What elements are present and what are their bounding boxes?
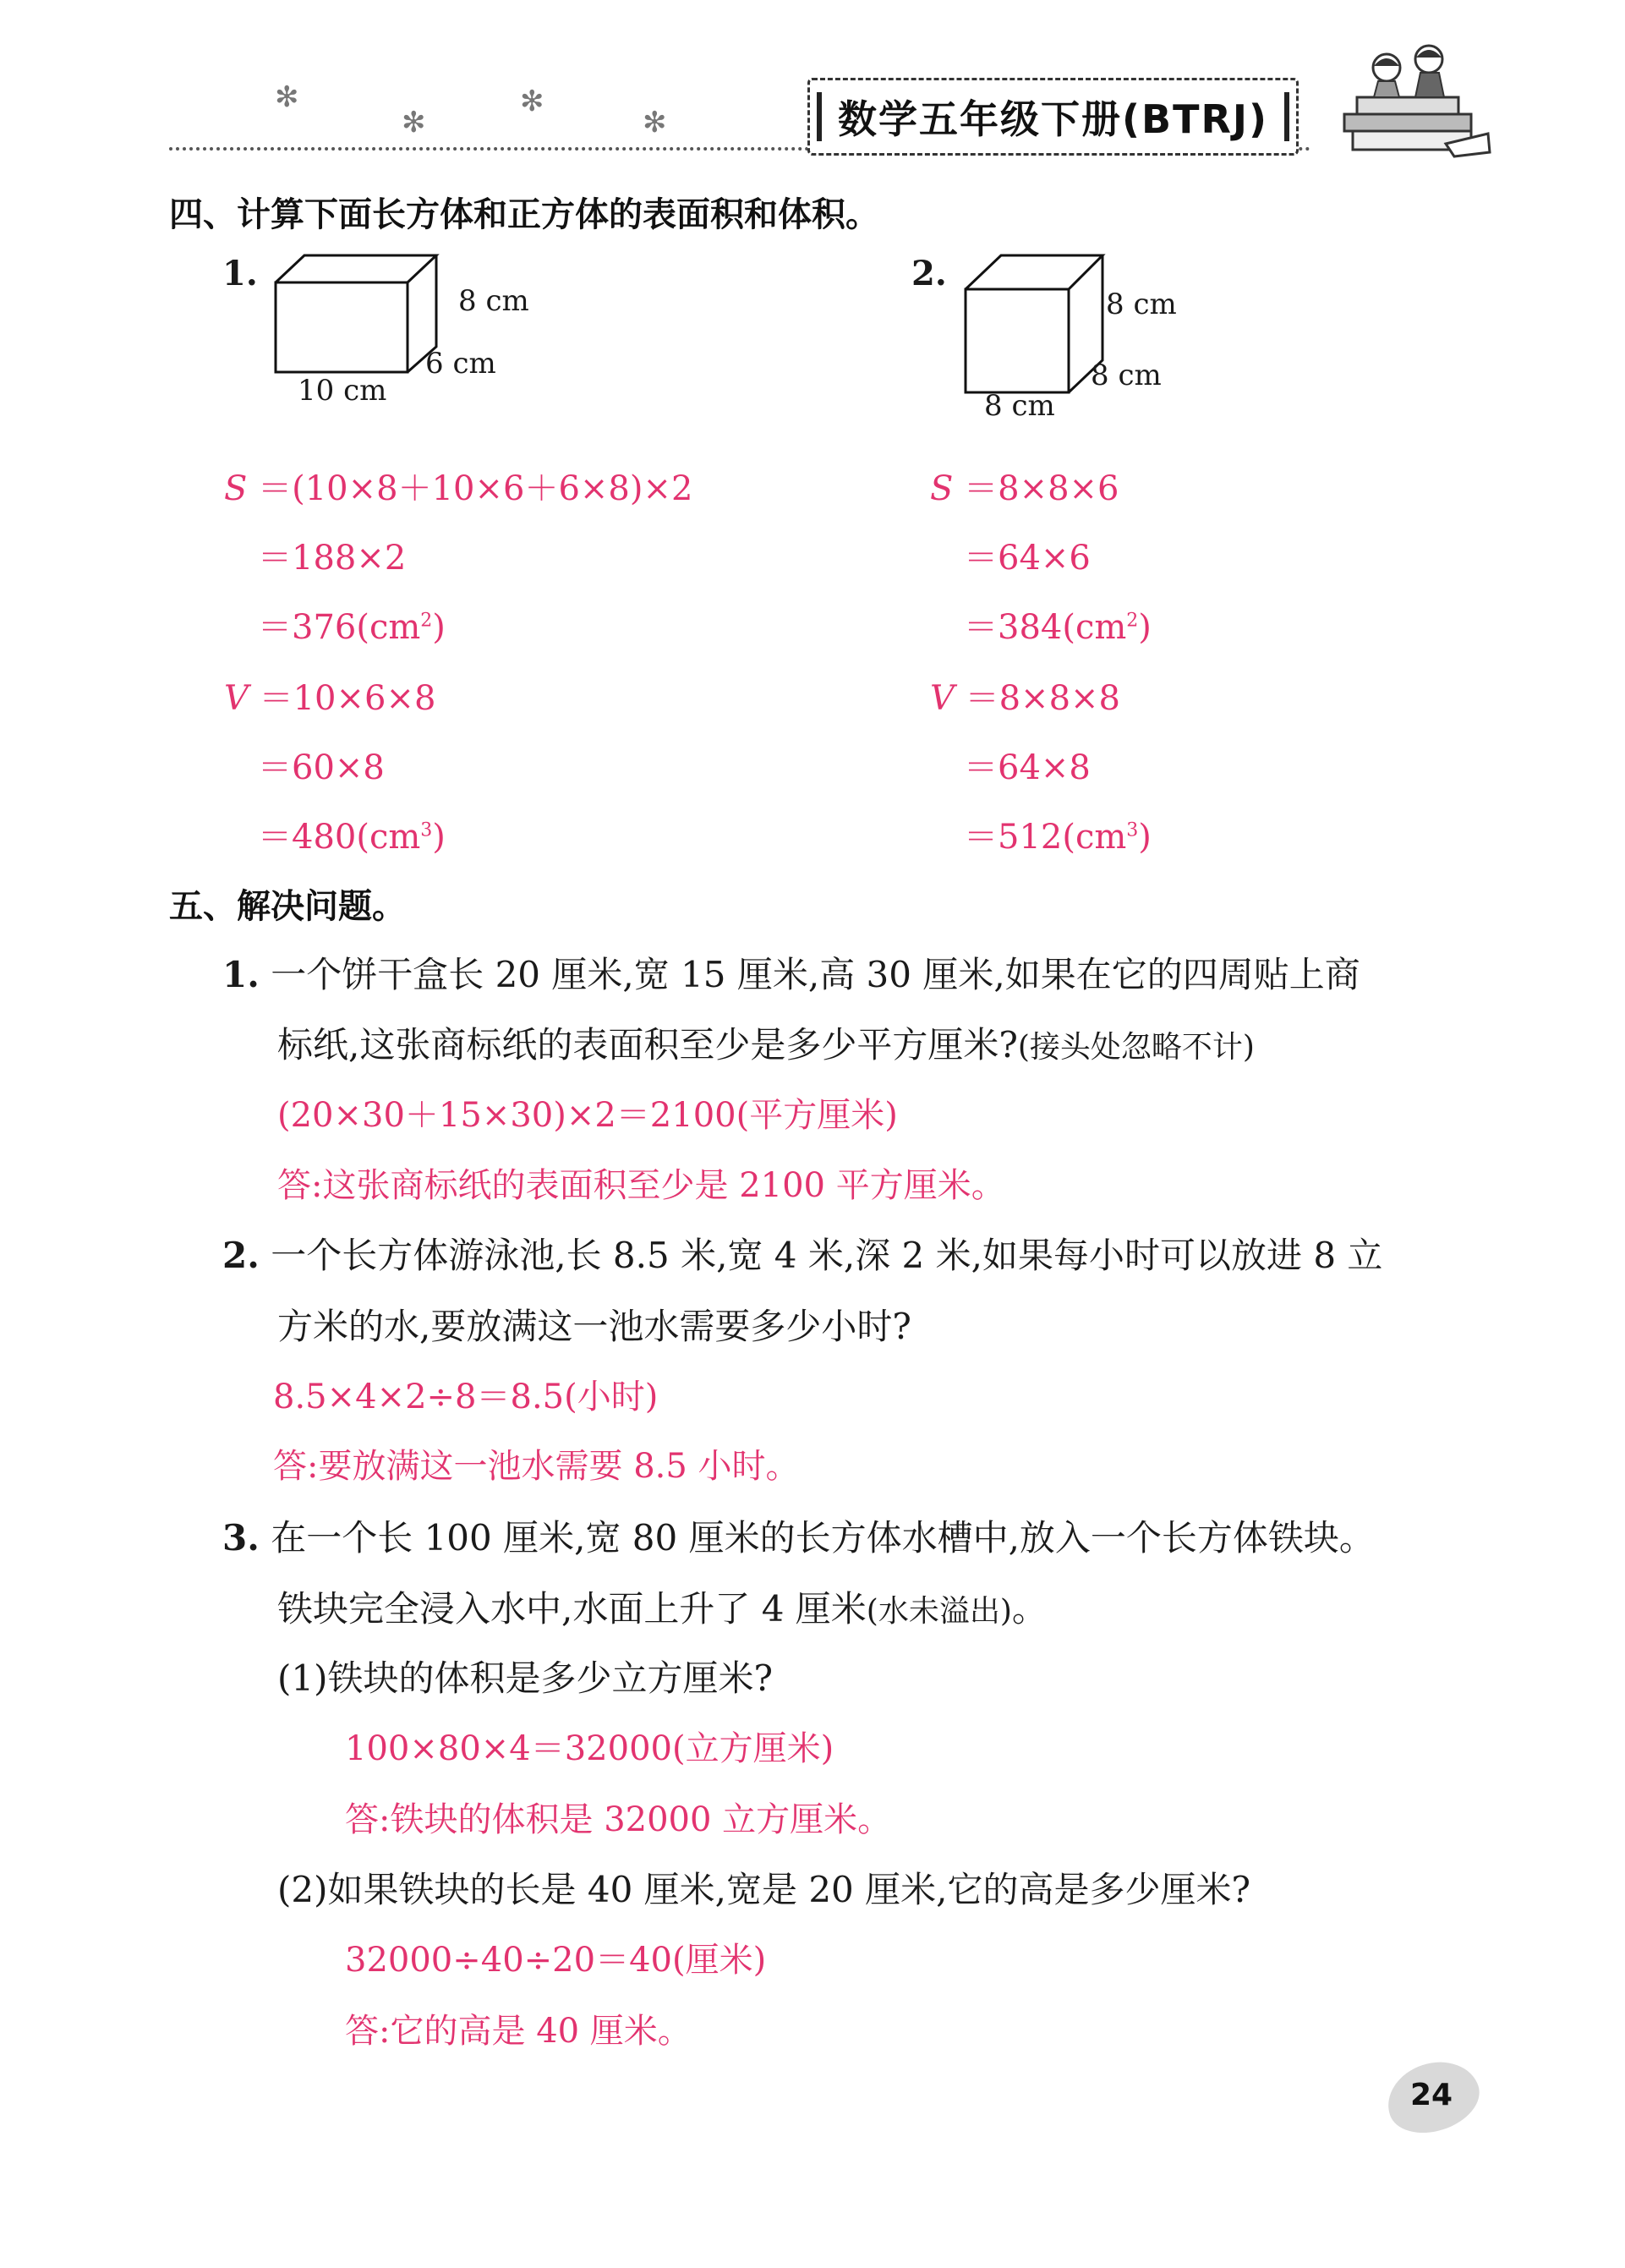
- section-4-title: 四、计算下面长方体和正方体的表面积和体积。: [169, 195, 879, 234]
- solution-1-volume-line-1: V ＝10×6×8: [224, 679, 436, 718]
- question-3-sub-2-calculation: 32000÷40÷20＝40(厘米): [345, 1941, 767, 1980]
- flower-icon: ✻: [520, 85, 544, 118]
- solution-1-surface-result: $=376(cm^2)$: [258, 608, 446, 647]
- header-title: 数学五年级下册(BTRJ): [807, 78, 1299, 156]
- cuboid-figure: [271, 252, 448, 379]
- question-3-line-1: 3. 在一个长 100 厘米,宽 80 厘米的长方体水槽中,放入一个长方体铁块。: [222, 1517, 1375, 1559]
- solution-1-surface-line-1: S ＝(10×8＋10×6＋6×8)×2: [224, 469, 693, 508]
- question-3-sub-2: (2)如果铁块的长是 40 厘米,宽是 20 厘米,它的高是多少厘米?: [277, 1869, 1251, 1910]
- flower-icon: ✻: [643, 106, 667, 140]
- solution-2-volume-result: $=512(cm^3)$: [964, 818, 1152, 857]
- question-1-answer: 答:这张商标纸的表面积至少是 2100 平方厘米。: [277, 1166, 1005, 1205]
- question-3-line-2: 铁块完全浸入水中,水面上升了 4 厘米(水未溢出)。: [277, 1588, 1048, 1630]
- solution-1-surface-line-2: ＝188×2: [258, 539, 407, 578]
- question-3-sub-1-calculation: 100×80×4＝32000(立方厘米): [345, 1729, 834, 1768]
- question-3-sub-1-answer: 答:铁块的体积是 32000 立方厘米。: [345, 1800, 892, 1839]
- solution-2-volume-line-2: ＝64×8: [964, 748, 1091, 787]
- question-3-sub-2-answer: 答:它的高是 40 厘米。: [345, 2012, 692, 2051]
- solution-2-surface-result: $=384(cm^2)$: [964, 608, 1152, 647]
- question-2-line-1: 2. 一个长方体游泳池,长 8.5 米,宽 4 米,深 2 米,如果每小时可以放进 8 立: [222, 1235, 1383, 1276]
- question-2-line-2: 方米的水,要放满这一池水需要多少小时?: [277, 1306, 911, 1347]
- flower-icon: ✻: [402, 106, 426, 140]
- question-3-sub-1: (1)铁块的体积是多少立方厘米?: [277, 1657, 774, 1699]
- question-1-line-2: 标纸,这张商标纸的表面积至少是多少平方厘米?(接头处忽略不计): [277, 1024, 1255, 1066]
- cube-length-label: 8 cm: [984, 389, 1055, 423]
- flower-icon: ✻: [275, 80, 299, 114]
- solution-2-surface-line-2: ＝64×6: [964, 539, 1091, 578]
- question-2-calculation: 8.5×4×2÷8＝8.5(小时): [273, 1378, 659, 1416]
- figure-1-number: 1.: [222, 254, 258, 293]
- section-5-title: 五、解决问题。: [169, 887, 406, 926]
- page-number: 24: [1410, 2078, 1453, 2112]
- cube-height-label: 8 cm: [1106, 288, 1177, 321]
- cuboid-length-label: 10 cm: [298, 374, 387, 408]
- solution-1-volume-line-2: ＝60×8: [258, 748, 385, 787]
- question-1-calculation: (20×30＋15×30)×2＝2100(平方厘米): [277, 1096, 898, 1135]
- solution-1-volume-result: $=480(cm^3)$: [258, 818, 446, 857]
- solution-2-volume-line-1: V ＝8×8×8: [930, 679, 1120, 718]
- cuboid-height-label: 8 cm: [458, 284, 529, 318]
- figure-2-number: 2.: [911, 254, 947, 293]
- cube-figure: [962, 252, 1106, 396]
- kids-reading-books-icon: [1327, 34, 1496, 161]
- solution-2-surface-line-1: S ＝8×8×6: [930, 469, 1119, 508]
- cuboid-width-label: 6 cm: [425, 347, 496, 381]
- cube-width-label: 8 cm: [1091, 359, 1162, 392]
- question-2-answer: 答:要放满这一池水需要 8.5 小时。: [273, 1447, 800, 1486]
- question-1-line-1: 1. 一个饼干盒长 20 厘米,宽 15 厘米,高 30 厘米,如果在它的四周贴上商: [222, 954, 1360, 995]
